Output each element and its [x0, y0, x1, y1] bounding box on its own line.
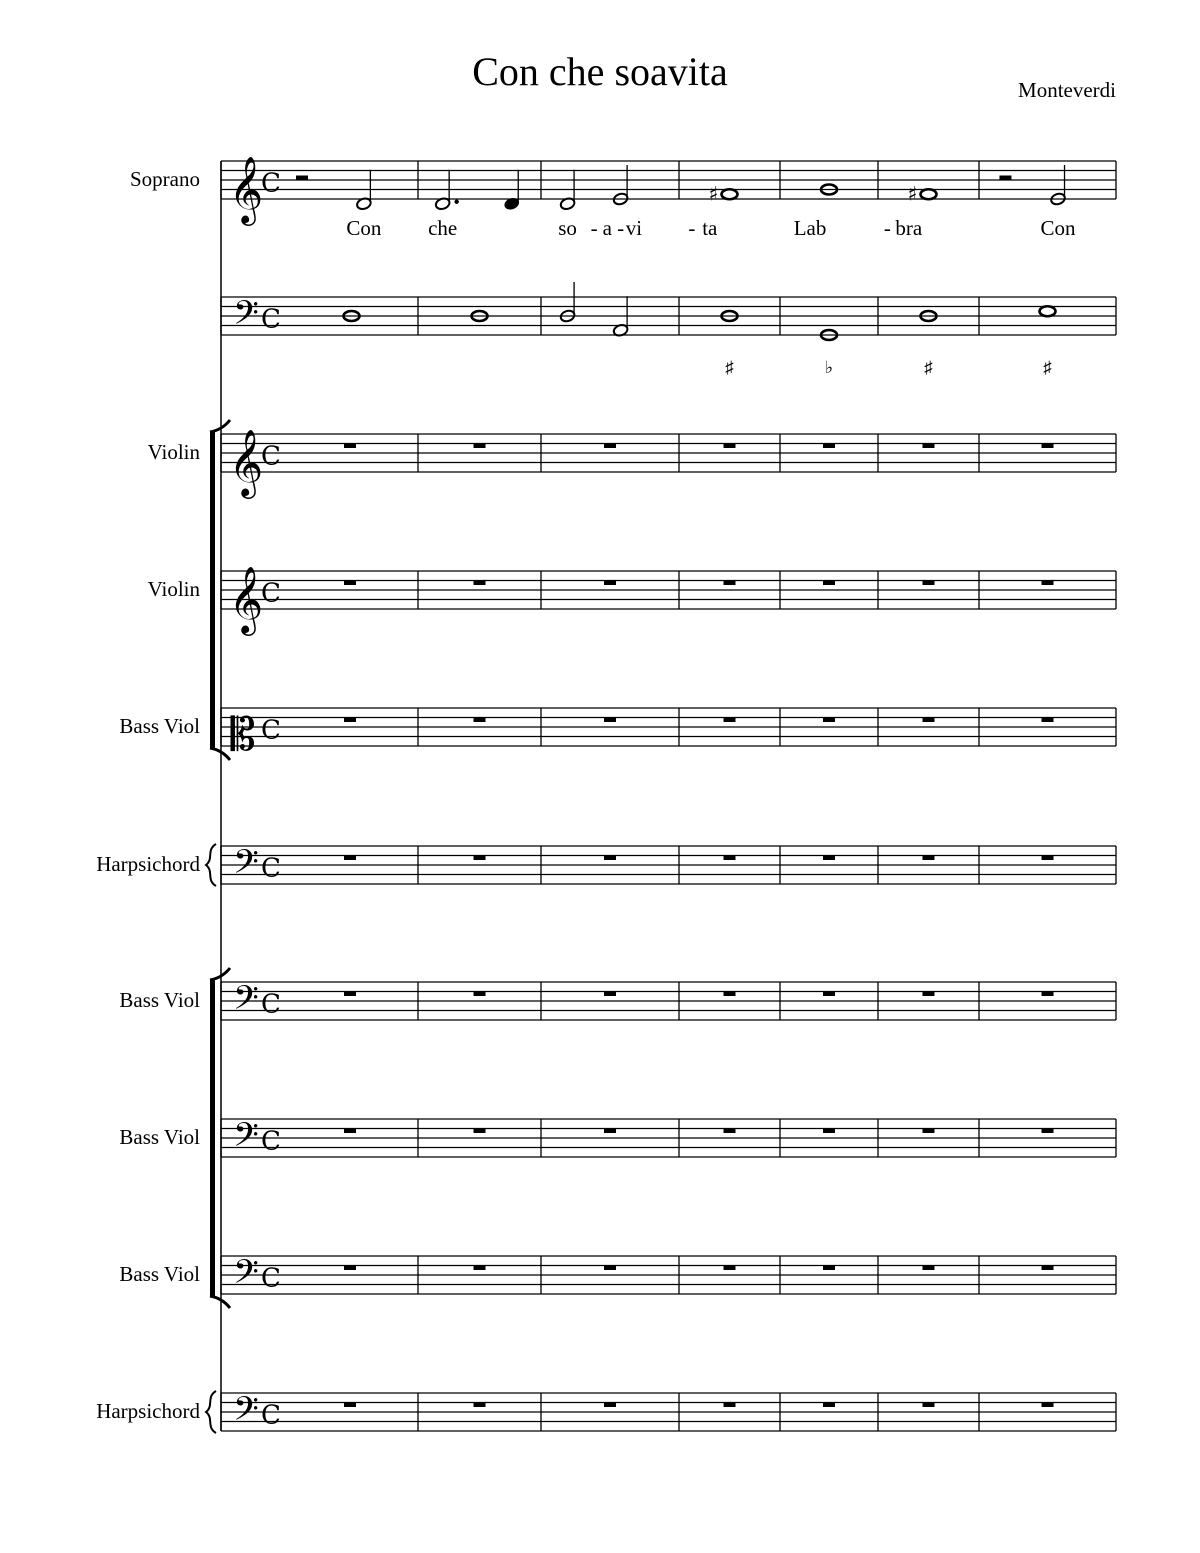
- whole-rest: [823, 1129, 835, 1134]
- whole-rest: [344, 1129, 356, 1134]
- whole-rest: [923, 992, 935, 997]
- whole-rest: [923, 1266, 935, 1271]
- time-signature: C: [261, 1400, 281, 1431]
- time-signature: C: [261, 441, 281, 472]
- instrument-label-bass-viol-3: Bass Viol: [119, 1125, 200, 1149]
- lyric-hyphen: -: [617, 216, 625, 240]
- group-bracket: [210, 980, 215, 1296]
- whole-rest: [1042, 856, 1054, 861]
- lyric-hyphen: -: [688, 216, 696, 240]
- whole-rest: [724, 1266, 736, 1271]
- time-signature: C: [261, 1263, 281, 1294]
- bass-clef: 𝄢: [233, 1253, 259, 1300]
- half-rest: [999, 176, 1011, 181]
- whole-rest: [474, 1266, 486, 1271]
- whole-rest: [604, 1403, 616, 1408]
- group-brace: [206, 844, 216, 886]
- treble-clef: 𝄞: [228, 428, 264, 496]
- note-head-whole: [921, 189, 937, 199]
- whole-rest: [923, 856, 935, 861]
- whole-rest: [823, 1266, 835, 1271]
- whole-rest: [823, 444, 835, 449]
- whole-rest: [344, 992, 356, 997]
- whole-rest: [823, 1403, 835, 1408]
- whole-rest: [1042, 1266, 1054, 1271]
- bracket-hook-bottom: [210, 748, 230, 760]
- whole-rest: [474, 581, 486, 586]
- whole-rest: [474, 856, 486, 861]
- whole-rest: [474, 444, 486, 449]
- whole-rest: [724, 444, 736, 449]
- whole-rest: [474, 992, 486, 997]
- instrument-label-bass-viol-1: Bass Viol: [119, 714, 200, 738]
- whole-rest: [923, 1129, 935, 1134]
- figured-bass-symbol: ♭: [824, 358, 834, 377]
- lyric-syllable: a: [602, 216, 613, 240]
- whole-rest: [474, 1129, 486, 1134]
- sharp-accidental: ♯: [907, 181, 918, 206]
- instrument-label-bass-viol-2: Bass Viol: [119, 988, 200, 1012]
- note-head-whole: [722, 189, 738, 199]
- whole-rest: [604, 718, 616, 723]
- whole-rest: [604, 856, 616, 861]
- bracket-hook-bottom: [210, 1296, 230, 1308]
- whole-rest: [604, 1129, 616, 1134]
- lyric-hyphen: -: [590, 216, 598, 240]
- instrument-label-bass-viol-4: Bass Viol: [119, 1262, 200, 1286]
- whole-rest: [1042, 1129, 1054, 1134]
- lyric-syllable: so: [558, 216, 577, 240]
- figured-bass-symbol: ♯: [725, 358, 734, 377]
- whole-rest: [344, 1266, 356, 1271]
- bracket-hook-top: [210, 420, 230, 432]
- whole-rest: [923, 1403, 935, 1408]
- treble-clef: 𝄞: [228, 155, 264, 223]
- whole-rest: [923, 718, 935, 723]
- whole-rest: [604, 581, 616, 586]
- whole-rest: [344, 1403, 356, 1408]
- augmentation-dot: [454, 200, 458, 204]
- sharp-accidental: ♯: [708, 181, 719, 206]
- whole-rest: [823, 718, 835, 723]
- lyric-syllable: vi: [625, 216, 643, 240]
- time-signature: C: [261, 1126, 281, 1157]
- whole-rest: [604, 444, 616, 449]
- whole-rest: [1042, 444, 1054, 449]
- lyric-hyphen: -: [883, 216, 891, 240]
- whole-rest: [344, 856, 356, 861]
- lyric-syllable: Con: [1040, 216, 1076, 240]
- time-signature: C: [261, 989, 281, 1020]
- score-title: Con che soavita: [472, 49, 728, 94]
- lyric-syllable: che: [428, 216, 458, 240]
- group-bracket: [210, 432, 215, 748]
- lyric-syllable: bra: [895, 216, 923, 240]
- lyric-syllable: ta: [702, 216, 718, 240]
- whole-rest: [1042, 718, 1054, 723]
- half-rest: [296, 176, 308, 181]
- instrument-label-violin-1: Violin: [147, 440, 200, 464]
- whole-rest: [724, 581, 736, 586]
- whole-rest: [823, 856, 835, 861]
- bass-clef: 𝄢: [233, 1116, 259, 1163]
- composer-name: Monteverdi: [1018, 78, 1116, 102]
- whole-rest: [823, 992, 835, 997]
- note-head-whole: [1040, 306, 1056, 316]
- whole-rest: [923, 444, 935, 449]
- instrument-label-harpsichord-1: Harpsichord: [96, 852, 200, 876]
- whole-rest: [724, 1403, 736, 1408]
- lyric-syllable: Con: [346, 216, 382, 240]
- lyric-syllable: Lab: [793, 216, 827, 240]
- time-signature: C: [261, 168, 281, 199]
- whole-rest: [823, 581, 835, 586]
- time-signature: C: [261, 715, 281, 746]
- time-signature: C: [261, 304, 281, 335]
- whole-rest: [724, 992, 736, 997]
- instrument-label-soprano: Soprano: [130, 167, 200, 191]
- whole-rest: [724, 856, 736, 861]
- bass-clef: 𝄢: [233, 979, 259, 1026]
- bass-clef: 𝄢: [233, 294, 259, 341]
- whole-rest: [344, 581, 356, 586]
- whole-rest: [724, 1129, 736, 1134]
- instrument-label-harpsichord-2: Harpsichord: [96, 1399, 200, 1423]
- time-signature: C: [261, 578, 281, 609]
- whole-rest: [474, 718, 486, 723]
- whole-rest: [1042, 992, 1054, 997]
- whole-rest: [344, 444, 356, 449]
- whole-rest: [604, 992, 616, 997]
- whole-rest: [604, 1266, 616, 1271]
- treble-clef: 𝄞: [228, 565, 264, 633]
- bass-clef: 𝄢: [233, 1390, 259, 1437]
- whole-rest: [1042, 1403, 1054, 1408]
- whole-rest: [1042, 581, 1054, 586]
- figured-bass-symbol: ♯: [1043, 358, 1052, 377]
- whole-rest: [724, 718, 736, 723]
- instrument-label-violin-2: Violin: [147, 577, 200, 601]
- whole-rest: [474, 1403, 486, 1408]
- figured-bass-symbol: ♯: [924, 358, 933, 377]
- group-brace: [206, 1391, 216, 1433]
- whole-rest: [923, 581, 935, 586]
- alto-clef: 𝄡: [230, 708, 256, 761]
- whole-rest: [344, 718, 356, 723]
- time-signature: C: [261, 853, 281, 884]
- bass-clef: 𝄢: [233, 843, 259, 890]
- bracket-hook-top: [210, 968, 230, 980]
